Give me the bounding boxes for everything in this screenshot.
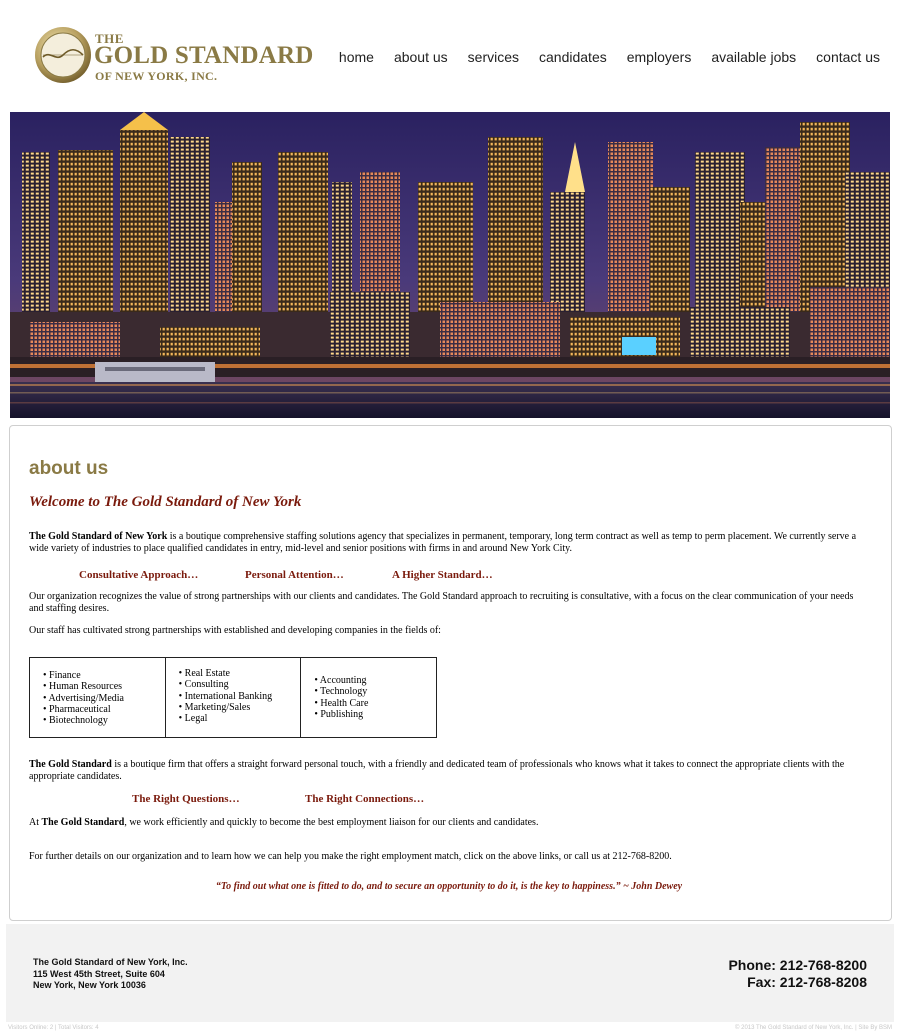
logo-name: GOLD STANDARD	[94, 42, 314, 69]
industries-column	[165, 658, 301, 737]
industry-item: • Consulting	[178, 679, 229, 691]
industry-item: • International Banking	[178, 690, 273, 702]
nav-employers[interactable]: employers	[626, 49, 692, 65]
efficiency-bold: The Gold Standard	[41, 817, 125, 828]
paragraph-efficiency	[29, 817, 869, 829]
main-nav	[339, 49, 880, 65]
copyright-text: © 2013 The Gold Standard of New York, Inc. | Site By BSM	[735, 1025, 892, 1031]
industry-item: • Human Resources	[43, 681, 123, 693]
industry-item: • Marketing/Sales	[178, 701, 251, 713]
industries-column	[30, 658, 165, 737]
boutique-text: is a boutique firm that offers a straight forward personal touch, with a friendly and dedicated team of professionals who knows what it takes to connect the appropriate clients with the appropriate candidates.	[29, 759, 845, 782]
intro-bold: The Gold Standard of New York	[29, 531, 168, 542]
logo-subtitle: OF NEW YORK, INC.	[95, 69, 218, 83]
nav-about-us[interactable]: about us	[393, 49, 448, 65]
highlight-personal: Personal Attention…	[245, 569, 344, 581]
skyline-illustration	[10, 112, 890, 418]
visitor-counter: Visitors Online: 2 | Total Visitors: 4	[8, 1025, 99, 1031]
address-line: 115 West 45th Street, Suite 604	[33, 968, 165, 979]
paragraph-contact: For further details on our organization and to learn how we can help you make the right employment match, click on the above links, or call us at 212-768-8200.	[29, 851, 672, 862]
highlight-right-connections: The Right Connections…	[305, 793, 425, 805]
content-panel	[9, 425, 892, 921]
paragraph-boutique	[29, 759, 869, 782]
footer-phone: Phone: 212-768-8200	[728, 957, 867, 973]
nav-contact-us[interactable]: contact us	[816, 49, 880, 65]
highlight-right-questions: The Right Questions…	[132, 793, 240, 805]
nav-available-jobs[interactable]: available jobs	[711, 49, 797, 65]
footer-contact-numbers	[728, 957, 867, 991]
industry-item: • Pharmaceutical	[43, 703, 111, 715]
industries-column	[300, 658, 436, 737]
footer-address	[33, 957, 188, 992]
john-dewey-quote: “To find out what one is fitted to do, and to secure an opportunity to do it, is the key to happiness.” ~ John Dewey	[215, 881, 683, 892]
industry-item: • Publishing	[314, 708, 364, 720]
highlight-higher-standard: A Higher Standard…	[392, 569, 493, 581]
industry-item: • Advertising/Media	[43, 692, 124, 704]
industry-item: • Real Estate	[178, 668, 230, 679]
industry-item: • Legal	[178, 713, 208, 725]
paragraph-fields: Our staff has cultivated strong partnerships with established and developing companies in the fields of:	[29, 625, 441, 636]
industry-item: • Technology	[314, 686, 368, 698]
paragraph-approach: Our organization recognizes the value of strong partnerships with our clients and candidates. The Gold Standard approach to recruiting is consultative, with a focus on the clear communication of your needs and staffing desires.	[29, 591, 854, 614]
intro-text: is a boutique comprehensive staffing solutions agency that specializes in permanent, temporary, long term contract as well as temp to perm placement. We currently serve a wide variety of industries to place qualified candidates in entry, mid-level and senior positions with firms in and around New York City.	[29, 531, 857, 554]
site-footer	[6, 924, 894, 1022]
nav-home[interactable]: home	[338, 49, 374, 65]
industry-item: • Biotechnology	[43, 715, 108, 727]
intro-paragraph	[29, 531, 869, 554]
address-line: The Gold Standard of New York, Inc.	[33, 957, 188, 967]
gold-seal-icon	[34, 26, 92, 84]
industry-item: • Finance	[43, 670, 81, 681]
industry-item: • Health Care	[314, 697, 369, 709]
page-title: about us	[29, 458, 109, 479]
nav-candidates[interactable]: candidates	[539, 49, 607, 65]
nav-services[interactable]: services	[467, 49, 520, 65]
address-line: New York, New York 10036	[33, 980, 146, 990]
efficiency-pre: At	[29, 817, 42, 828]
welcome-heading: Welcome to The Gold Standard of New York	[29, 494, 302, 510]
industries-table	[29, 657, 437, 738]
site-logo[interactable]	[34, 26, 324, 88]
site-header	[0, 0, 900, 110]
logo-the: THE	[95, 31, 124, 46]
industry-item: • Accounting	[314, 675, 367, 686]
footer-fax: Fax: 212-768-8208	[747, 974, 867, 990]
highlight-consultative: Consultative Approach…	[79, 569, 199, 581]
efficiency-text: , we work efficiently and quickly to become the best employment liaison for our clients and candidates.	[124, 817, 539, 828]
hero-skyline-image	[10, 112, 890, 418]
boutique-bold: The Gold Standard	[29, 759, 112, 770]
